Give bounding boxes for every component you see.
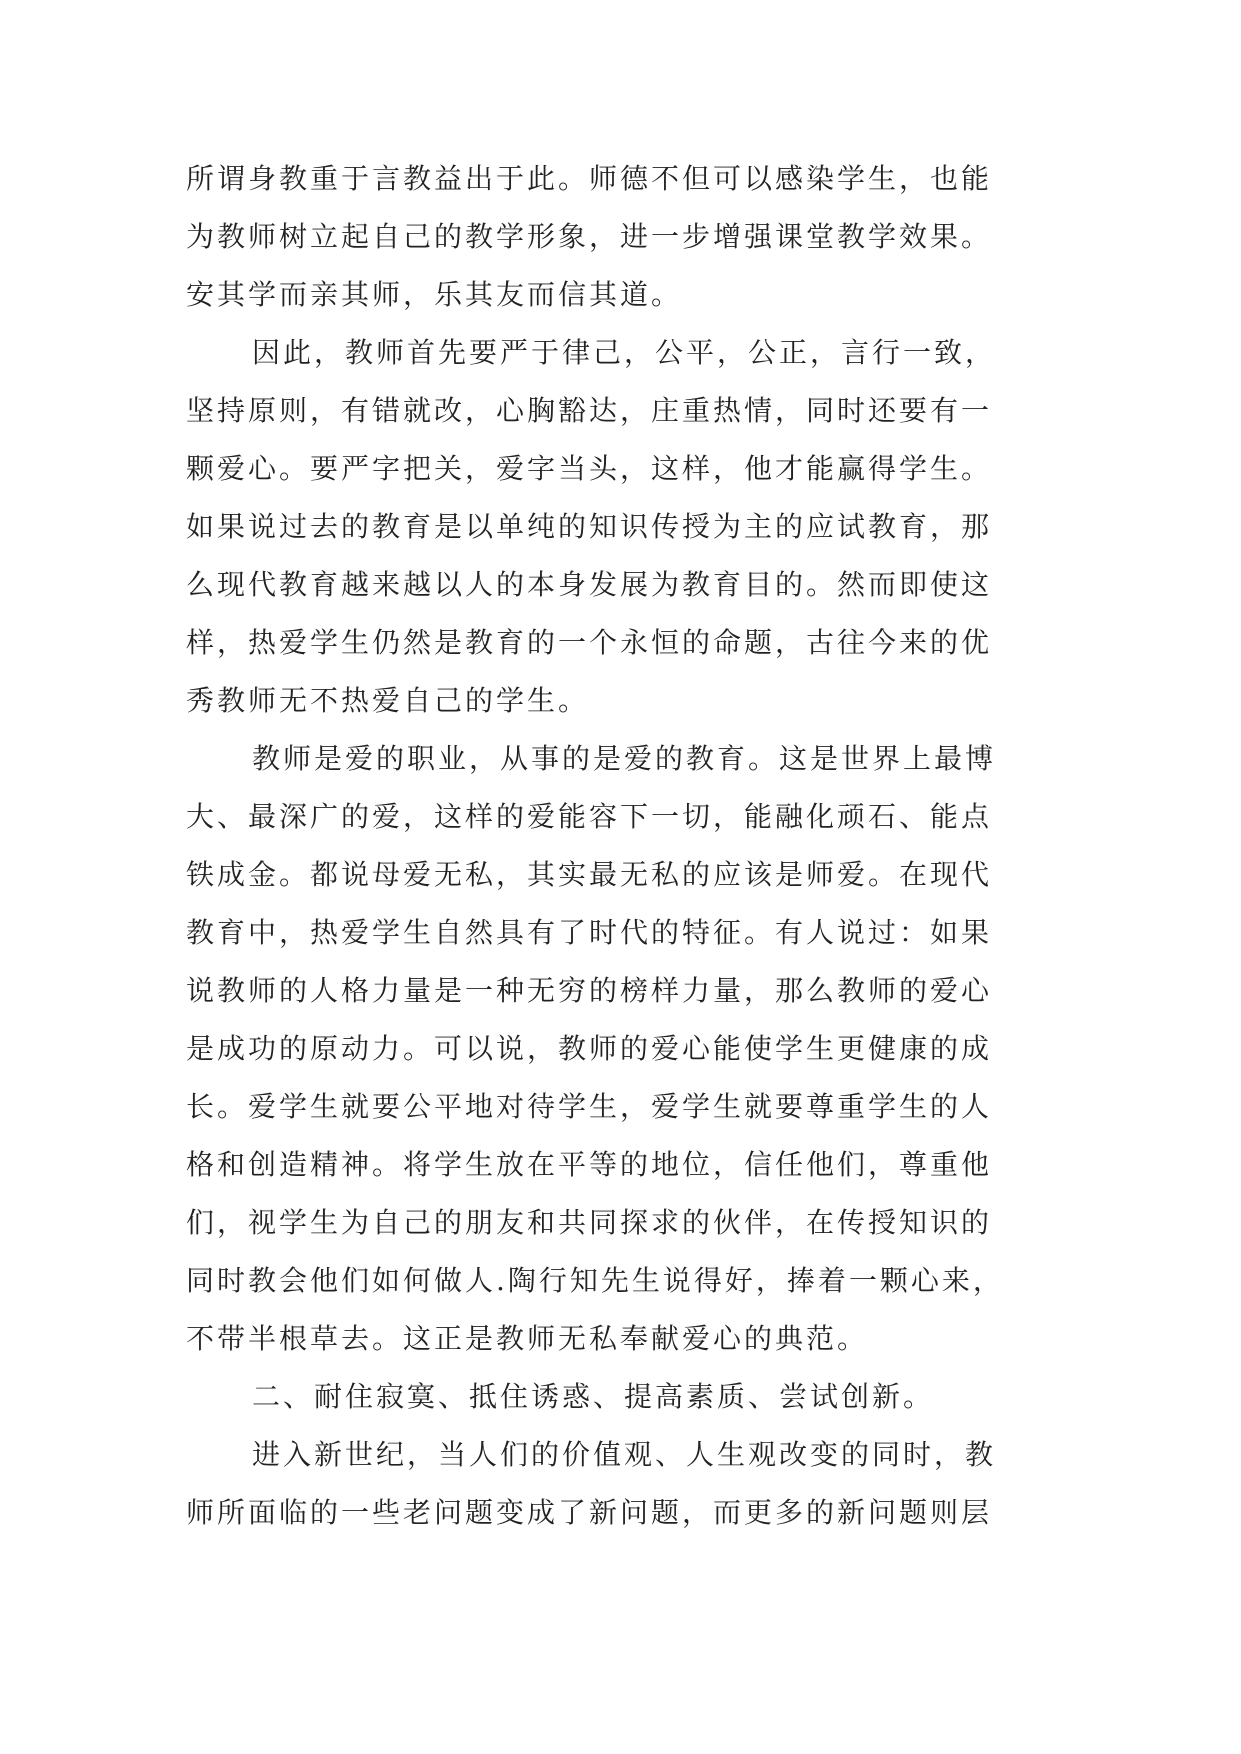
text-line: 教育中，热爱学生自然具有了时代的特征。有人说过：如果 <box>186 916 993 949</box>
paragraph-first-line: 教师是爱的职业，从事的是爱的教育。这是世界上最博 <box>252 742 997 775</box>
text-line: 坚持原则，有错就改，心胸豁达，庄重热情，同时还要有一 <box>186 394 993 427</box>
section-heading: 二、耐住寂寞、抵住诱惑、提高素质、尝试创新。 <box>252 1380 935 1413</box>
text-line: 么现代教育越来越以人的本身发展为教育目的。然而即使这 <box>186 568 993 601</box>
text-line: 是成功的原动力。可以说，教师的爱心能使学生更健康的成 <box>186 1032 993 1065</box>
text-line: 同时教会他们如何做人.陶行知先生说得好，捧着一颗心来， <box>186 1264 1004 1297</box>
text-line: 颗爱心。要严字把关，爱字当头，这样，他才能赢得学生。 <box>186 452 993 485</box>
text-line: 长。爱学生就要公平地对待学生，爱学生就要尊重学生的人 <box>186 1090 993 1123</box>
text-line: 样，热爱学生仍然是教育的一个永恒的命题，古往今来的优 <box>186 626 993 659</box>
text-line: 师所面临的一些老问题变成了新问题，而更多的新问题则层 <box>186 1496 993 1529</box>
text-line: 大、最深广的爱，这样的爱能容下一切，能融化顽石、能点 <box>186 800 993 833</box>
text-line: 不带半根草去。这正是教师无私奉献爱心的典范。 <box>186 1322 869 1355</box>
text-line: 为教师树立起自己的教学形象，进一步增强课堂教学效果。 <box>186 220 993 253</box>
text-line: 秀教师无不热爱自己的学生。 <box>186 684 590 717</box>
text-line: 如果说过去的教育是以单纯的知识传授为主的应试教育，那 <box>186 510 993 543</box>
paragraph-first-line: 进入新世纪，当人们的价值观、人生观改变的同时，教 <box>252 1438 997 1471</box>
text-line: 安其学而亲其师，乐其友而信其道。 <box>186 278 683 311</box>
paragraph-first-line: 因此，教师首先要严于律己，公平，公正，言行一致， <box>252 336 997 369</box>
document-body <box>186 150 1056 1542</box>
text-line: 所谓身教重于言教益出于此。师德不但可以感染学生，也能 <box>186 162 993 195</box>
text-line: 格和创造精神。将学生放在平等的地位，信任他们，尊重他 <box>186 1148 993 1181</box>
text-line: 说教师的人格力量是一种无穷的榜样力量，那么教师的爱心 <box>186 974 993 1007</box>
text-line: 铁成金。都说母爱无私，其实最无私的应该是师爱。在现代 <box>186 858 993 891</box>
text-line: 们，视学生为自己的朋友和共同探求的伙伴，在传授知识的 <box>186 1206 993 1239</box>
